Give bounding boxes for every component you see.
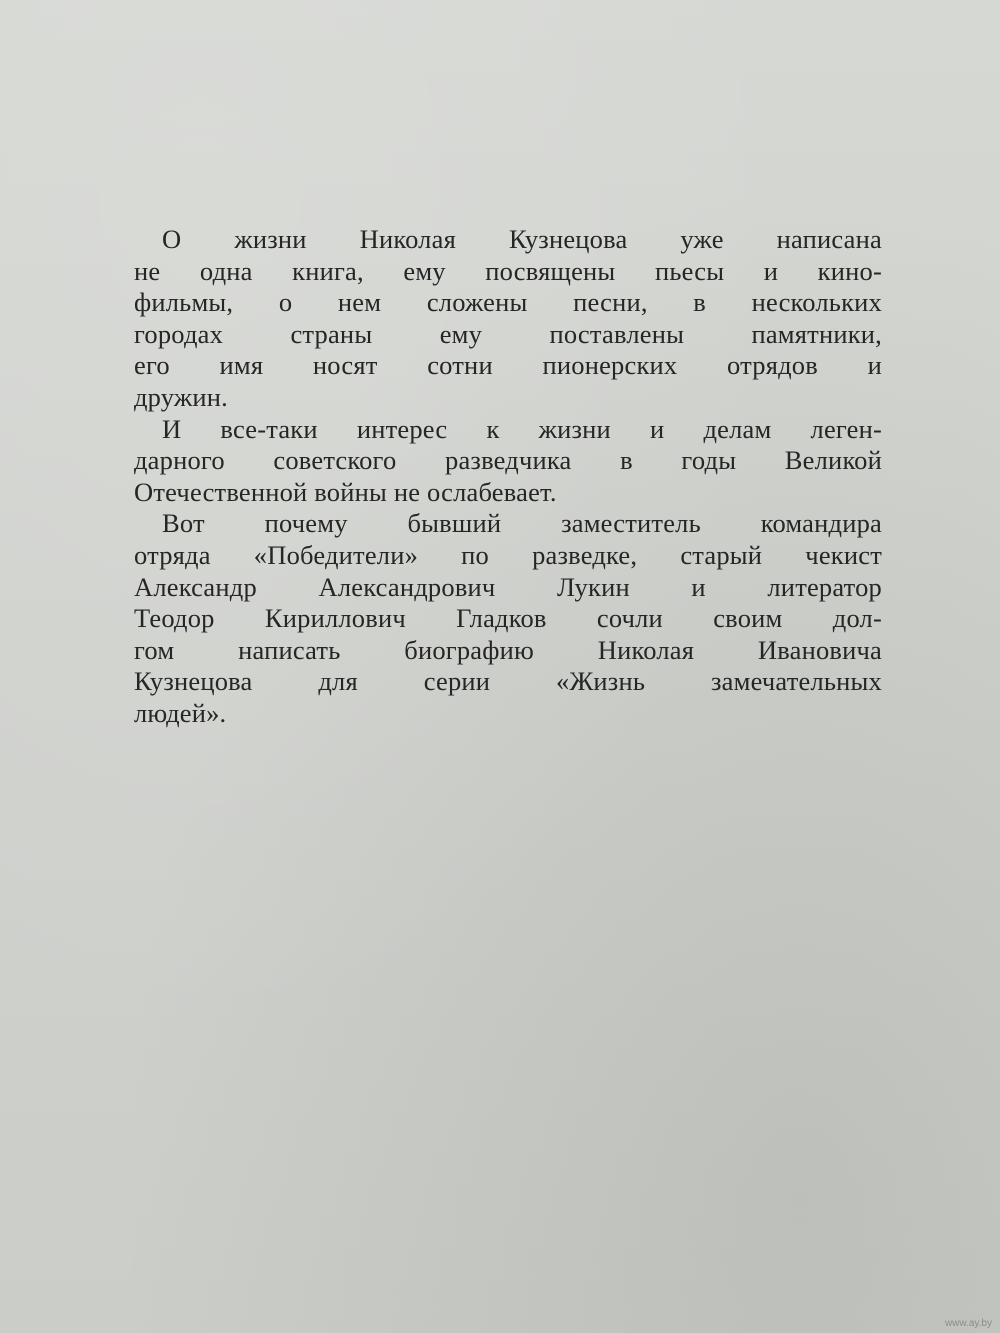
text-line: Теодор Кириллович Гладков сочли своим дол-: [134, 603, 882, 634]
text-line: Александр Александрович Лукин и литератор: [134, 571, 882, 602]
text-line: его имя носят сотни пионерских отрядов и: [134, 350, 882, 381]
text-line: людей».: [134, 697, 227, 728]
text-line: гом написать биографию Николая Ивановича: [134, 634, 882, 665]
text-line: дарного советского разведчика в годы Великой: [134, 445, 882, 476]
text-line: Вот почему бывший заместитель командира: [162, 508, 882, 539]
annotation-text: [134, 224, 882, 730]
text-line: фильмы, о нем сложены песни, в нескольких: [134, 287, 882, 318]
text-line: Отечественной войны не ослабевает.: [134, 476, 557, 507]
text-line: О жизни Николая Кузнецова уже написана: [162, 224, 882, 254]
site-watermark: www.ay.by: [944, 1318, 992, 1329]
text-line: не одна книга, ему посвящены пьесы и кино-: [134, 255, 882, 286]
text-line: городах страны ему поставлены памятники,: [134, 318, 882, 349]
text-line: отряда «Победители» по разведке, старый чекист: [134, 539, 882, 570]
text-line: Кузнецова для серии «Жизнь замечательных: [134, 666, 882, 697]
text-line: дружин.: [134, 381, 228, 412]
text-line: И все-таки интерес к жизни и делам леген-: [162, 413, 882, 444]
